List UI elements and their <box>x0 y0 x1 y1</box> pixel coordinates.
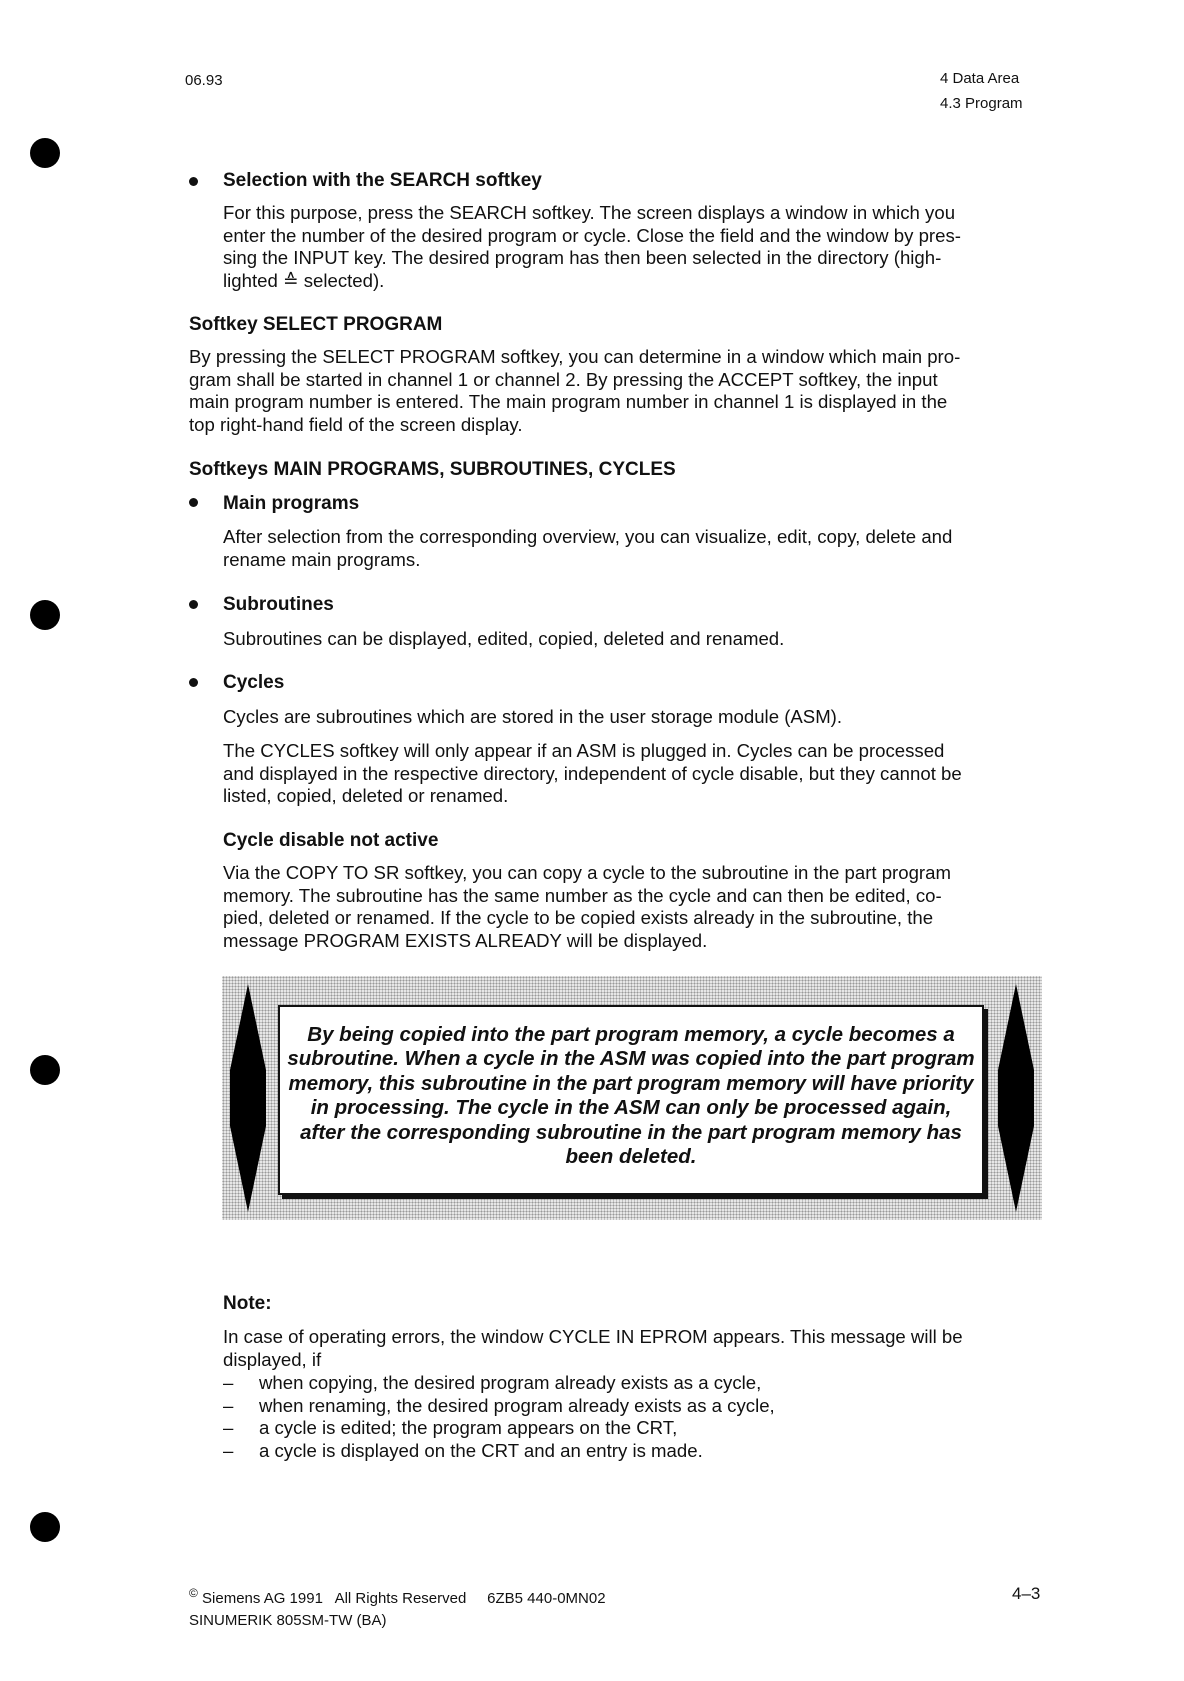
warning-line: been deleted. <box>565 1145 697 1169</box>
select-program-title: Softkey SELECT PROGRAM <box>189 314 443 335</box>
select-program-body <box>189 346 960 436</box>
text-line: Via the COPY TO SR softkey, you can copy a cycle to the subroutine in the part program <box>223 862 951 883</box>
text-line: For this purpose, press the SEARCH softkey. The screen displays a window in which you <box>223 202 956 223</box>
warning-arrow-left-icon <box>222 978 280 1218</box>
warning-line: in processing. The cycle in the ASM can only be processed again, <box>310 1096 952 1120</box>
bullet-icon <box>189 600 198 609</box>
cycles-body-1: Cycles are subroutines which are stored in the user storage module (ASM). <box>223 706 843 727</box>
note-list-item: – when copying, the desired program already exists as a cycle, <box>223 1372 775 1395</box>
header-chapter <box>940 66 1023 116</box>
text-line: enter the number of the desired program or cycle. Close the field and the window by pres- <box>223 224 961 246</box>
punch-hole <box>30 1512 60 1542</box>
footer-product: SINUMERIK 805SM-TW (BA) <box>189 1612 387 1629</box>
text-line: rename main programs. <box>223 548 421 570</box>
text-line: listed, copied, deleted or renamed. <box>223 785 509 806</box>
text-line: gram shall be started in channel 1 or channel 2. By pressing the ACCEPT softkey, the input <box>189 368 938 390</box>
cycles-title: Cycles <box>223 672 285 693</box>
text-line: sing the INPUT key. The desired program has then been selected in the directory (high- <box>223 247 942 268</box>
search-section-title: Selection with the SEARCH softkey <box>223 170 542 191</box>
cycles-body-2 <box>223 740 962 808</box>
warning-text <box>280 1023 982 1169</box>
search-section-body <box>223 202 961 292</box>
warning-arrow-right-icon <box>984 978 1042 1218</box>
copyright-symbol: © <box>189 1586 198 1600</box>
note-list <box>223 1372 775 1462</box>
text-line: By pressing the SELECT PROGRAM softkey, you can determine in a window which main pro- <box>189 346 961 367</box>
text-line: displayed, if <box>223 1348 322 1370</box>
footer-copyright-text: Siemens AG 1991 All Rights Reserved 6ZB5 440-0MN02 <box>202 1590 606 1607</box>
text-line: message PROGRAM EXISTS ALREADY will be displayed. <box>223 929 708 951</box>
softkeys-title: Softkeys MAIN PROGRAMS, SUBROUTINES, CYCLES <box>189 459 676 480</box>
header-section-title: 4.3 Program <box>940 95 1023 112</box>
text-line: After selection from the corresponding overview, you can visualize, edit, copy, delete and <box>223 526 953 547</box>
header-date: 06.93 <box>185 72 223 89</box>
text-line: top right-hand field of the screen display. <box>189 413 523 435</box>
warning-box <box>278 1005 984 1195</box>
note-title: Note: <box>223 1293 272 1314</box>
warning-line: subroutine. When a cycle in the ASM was copied into the part program <box>287 1047 975 1071</box>
punch-hole <box>30 138 60 168</box>
note-list-item: – a cycle is edited; the program appears on the CRT, <box>223 1417 775 1440</box>
main-programs-title: Main programs <box>223 493 360 514</box>
main-programs-body <box>223 526 952 571</box>
text-line: main program number is entered. The main program number in channel 1 is displayed in the <box>189 391 948 412</box>
text-line: and displayed in the respective directory, independent of cycle disable, but they cannot be <box>223 762 962 784</box>
bullet-icon <box>189 678 198 687</box>
note-list-item: – when renaming, the desired program already exists as a cycle, <box>223 1395 775 1418</box>
cycle-disable-title: Cycle disable not active <box>223 830 439 851</box>
subroutines-title: Subroutines <box>223 594 334 615</box>
bullet-icon <box>189 498 198 507</box>
text-line: pied, deleted or renamed. If the cycle to be copied exists already in the subroutine, the <box>223 907 934 928</box>
text-line: lighted ≙ selected). <box>223 269 385 291</box>
punch-hole <box>30 1055 60 1085</box>
text-line: In case of operating errors, the window CYCLE IN EPROM appears. This message will be <box>223 1326 963 1347</box>
text-line: The CYCLES softkey will only appear if an ASM is plugged in. Cycles can be processed <box>223 740 945 761</box>
warning-line: By being copied into the part program memory, a cycle becomes a <box>307 1023 955 1046</box>
subroutines-body: Subroutines can be displayed, edited, copied, deleted and renamed. <box>223 628 785 649</box>
text-line: memory. The subroutine has the same number as the cycle and can then be edited, co- <box>223 884 942 906</box>
warning-line: memory, this subroutine in the part program memory will have priority <box>288 1071 974 1095</box>
page-number: 4–3 <box>1012 1584 1041 1603</box>
punch-hole <box>30 600 60 630</box>
header-chapter-title: 4 Data Area <box>940 70 1020 87</box>
cycle-disable-body <box>223 862 951 952</box>
bullet-icon <box>189 177 198 186</box>
warning-line: after the corresponding subroutine in the part program memory has <box>300 1120 962 1144</box>
footer-copyright <box>189 1586 606 1607</box>
note-list-item: – a cycle is displayed on the CRT and an entry is made. <box>223 1440 775 1463</box>
note-intro <box>223 1326 963 1371</box>
